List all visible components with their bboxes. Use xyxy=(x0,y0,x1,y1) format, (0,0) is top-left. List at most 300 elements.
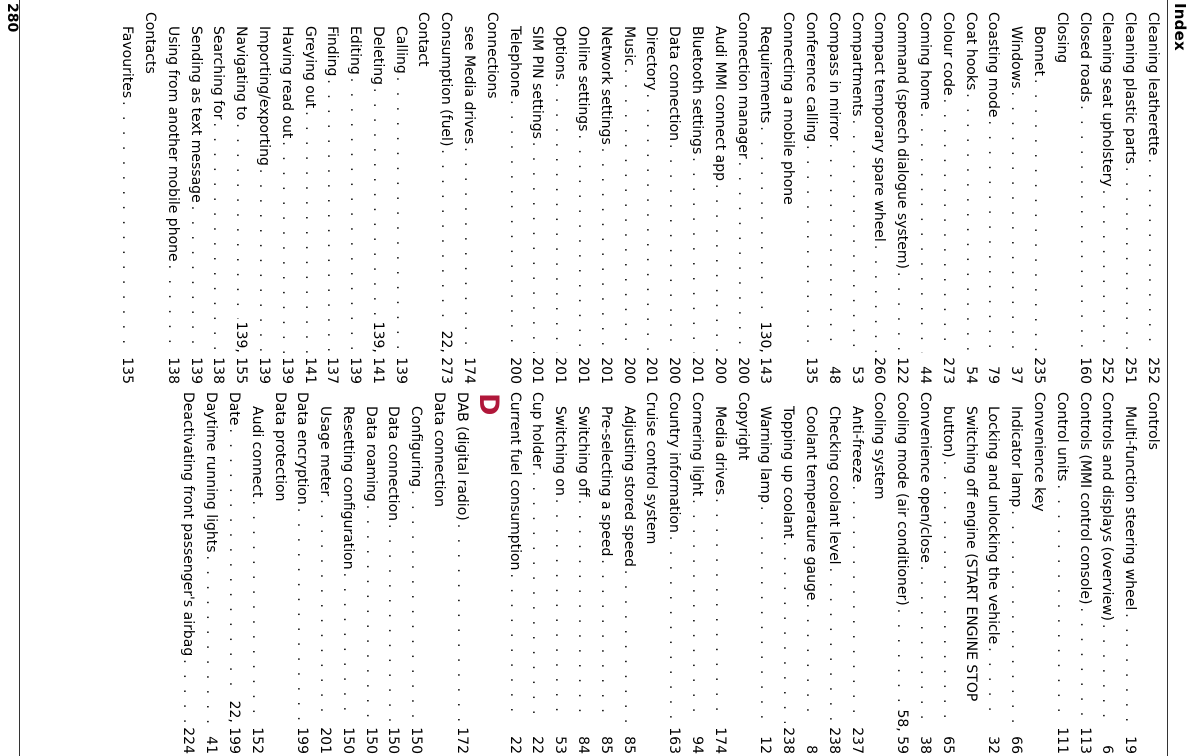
page-reference[interactable]: 8 xyxy=(803,745,820,754)
leader-dots xyxy=(890,272,913,353)
page-reference[interactable]: 150 xyxy=(339,727,356,754)
entry-term: Coat hooks xyxy=(962,12,979,91)
entry-term: Sending as text message xyxy=(187,26,204,203)
entry-term: Multi-function steering wheel xyxy=(1122,406,1139,611)
page-reference[interactable]: 22, 273 xyxy=(438,330,455,384)
page-reference[interactable]: 139 xyxy=(187,357,204,384)
leader-dots xyxy=(343,78,366,353)
page-reference[interactable]: 251 xyxy=(1122,357,1139,384)
index-entry xyxy=(1118,392,1141,754)
entry-term: Date xyxy=(225,392,242,426)
index-entry xyxy=(1050,12,1073,384)
leader-dots xyxy=(708,498,731,723)
entry-term: Switching off xyxy=(575,406,592,497)
index-entry xyxy=(936,392,959,754)
index-entry xyxy=(640,392,663,754)
page-reference[interactable]: 273 xyxy=(939,357,956,384)
entry-term: Requirements xyxy=(757,26,774,124)
entry-term: Controls and displays (overview) xyxy=(1099,392,1116,621)
index-entry xyxy=(207,12,230,384)
page-reference[interactable]: 139, 155 xyxy=(233,321,250,384)
index-entry xyxy=(776,392,799,754)
leader-dots xyxy=(252,169,275,353)
index-entry xyxy=(1096,12,1119,384)
footer-rule xyxy=(19,0,20,756)
page-reference[interactable]: 200 xyxy=(711,357,728,384)
index-entry xyxy=(389,12,412,384)
index-entry xyxy=(617,392,640,754)
page-reference[interactable]: 38 xyxy=(917,736,934,754)
index-column-right xyxy=(177,392,1164,754)
index-entry xyxy=(229,12,252,384)
page-reference[interactable]: 200 xyxy=(620,357,637,384)
leader-dots xyxy=(1004,92,1027,354)
entry-term: Cooling mode (air conditioner) xyxy=(894,392,911,606)
entry-term: Cleaning seat upholstery xyxy=(1099,12,1116,187)
leader-dots xyxy=(389,77,412,353)
entry-term: Contact xyxy=(415,12,432,67)
page-reference[interactable]: 130, 143 xyxy=(757,321,774,384)
leader-dots xyxy=(457,147,480,353)
leader-dots xyxy=(685,157,708,353)
entry-term: Windows xyxy=(1008,26,1025,89)
entry-term: Controls (MMI control console) xyxy=(1076,392,1093,605)
page-reference[interactable]: 139 xyxy=(255,357,272,384)
index-entry xyxy=(845,12,868,384)
page-reference[interactable]: 22, 199 xyxy=(225,700,242,754)
page-reference[interactable]: 6 xyxy=(1099,745,1116,754)
leader-dots xyxy=(799,145,822,353)
entry-term: Topping up coolant xyxy=(780,406,797,539)
leader-dots xyxy=(868,245,891,353)
page-reference[interactable]: 84 xyxy=(575,736,592,754)
index-entry xyxy=(1096,392,1119,754)
leader-dots xyxy=(229,123,252,318)
entry-term: Coasting mode xyxy=(985,12,1002,118)
leader-dots xyxy=(184,206,207,353)
leader-dots xyxy=(405,490,428,723)
index-entry xyxy=(776,12,799,384)
entry-term: Daytime running lights xyxy=(203,392,220,553)
leader-dots xyxy=(799,603,822,723)
index-entry xyxy=(412,12,435,384)
entry-term: Contacts xyxy=(141,12,158,74)
page-reference[interactable]: 200 xyxy=(734,357,751,384)
page-reference[interactable]: 252 xyxy=(1145,357,1161,384)
leader-dots xyxy=(115,101,138,353)
page-reference[interactable]: 137 xyxy=(324,357,341,384)
entry-term: Importing/exporting xyxy=(255,26,272,166)
page-reference[interactable]: 58, 59 xyxy=(894,709,911,754)
index-entry xyxy=(480,12,503,384)
page-reference[interactable]: 201 xyxy=(643,357,660,384)
leader-dots xyxy=(982,121,1005,353)
index-entry xyxy=(868,12,891,384)
leader-dots xyxy=(321,79,344,353)
leader-dots xyxy=(685,499,708,723)
leader-dots xyxy=(617,570,640,723)
index-entry xyxy=(526,392,549,754)
leader-dots xyxy=(382,524,405,723)
page-reference[interactable]: 53 xyxy=(848,366,865,384)
entry-term: Coolant temperature gauge xyxy=(803,406,820,601)
page-reference[interactable]: 174 xyxy=(461,357,478,384)
page-reference[interactable]: 122 xyxy=(894,357,911,384)
page-reference[interactable]: 32 xyxy=(985,736,1002,754)
page-reference[interactable]: 160 xyxy=(1076,357,1093,384)
entry-term: Deleting xyxy=(369,26,386,86)
index-entry xyxy=(754,392,777,754)
index-entry xyxy=(594,392,617,754)
entry-term: Conference calling xyxy=(803,12,820,143)
entry-term: Convenience open/close xyxy=(917,392,934,563)
index-entry xyxy=(222,392,245,754)
index-entry xyxy=(662,12,685,384)
index-entry xyxy=(1073,12,1096,384)
entry-term: Coming home xyxy=(917,12,934,110)
index-entry xyxy=(936,12,959,384)
section-letter: D xyxy=(472,393,504,416)
page-reference[interactable]: 94 xyxy=(689,736,706,754)
leader-dots xyxy=(1073,608,1096,724)
leader-dots xyxy=(1096,190,1119,353)
index-entry xyxy=(959,12,982,384)
page-reference[interactable]: 79 xyxy=(985,366,1002,384)
index-entry xyxy=(1004,392,1027,754)
leader-dots xyxy=(313,499,336,723)
entry-term: Switching off engine (START ENGINE STOP xyxy=(962,406,979,702)
page-reference[interactable]: 138 xyxy=(210,357,227,384)
leader-dots xyxy=(161,265,184,353)
entry-term: Pre-selecting a speed xyxy=(597,406,614,557)
leader-dots xyxy=(526,472,549,723)
entry-term: Bonnet xyxy=(1031,26,1048,77)
index-entry xyxy=(822,392,845,754)
index-entry xyxy=(138,12,161,384)
page-reference[interactable]: 41 xyxy=(203,736,220,754)
entry-term: Warning lamp xyxy=(757,406,774,504)
page-reference[interactable]: 252 xyxy=(1099,357,1116,384)
entry-term: Music xyxy=(620,26,637,66)
index-entry xyxy=(890,12,913,384)
leader-dots xyxy=(640,94,663,353)
index-entry xyxy=(982,12,1005,384)
index-entry xyxy=(526,12,549,384)
index-entry xyxy=(435,12,458,384)
entry-term: Adjusting stored speed xyxy=(620,406,637,567)
entry-term: Directory xyxy=(643,26,660,91)
page-reference[interactable]: 53 xyxy=(552,736,569,754)
page-reference[interactable]: 260 xyxy=(871,357,888,384)
index-entry xyxy=(662,392,685,754)
leader-dots xyxy=(450,524,473,723)
header-rule xyxy=(1167,0,1168,756)
entry-term: Locking and unlocking the vehicle xyxy=(985,406,1002,645)
leader-dots xyxy=(571,500,594,723)
page-reference[interactable]: 54 xyxy=(962,366,979,384)
leader-dots xyxy=(1096,624,1119,723)
page-reference[interactable]: 174 xyxy=(711,727,728,754)
page-reference[interactable]: 19 xyxy=(1122,736,1139,754)
page-reference[interactable]: 22 xyxy=(529,736,546,754)
index-entry xyxy=(457,12,480,384)
index-entry xyxy=(1004,12,1027,384)
entry-term: Deactivating front passenger's airbag xyxy=(180,392,197,657)
index-entry xyxy=(913,12,936,384)
leader-dots xyxy=(298,111,321,353)
leader-dots xyxy=(936,461,959,723)
entry-term: see Media drives xyxy=(461,26,478,145)
page-reference[interactable]: 235 xyxy=(1031,357,1048,384)
leader-dots xyxy=(1073,105,1096,353)
leader-dots xyxy=(662,536,685,723)
page-reference[interactable]: 48 xyxy=(825,366,842,384)
index-entry xyxy=(571,12,594,384)
leader-dots xyxy=(1118,613,1141,723)
index-entry xyxy=(640,12,663,384)
leader-dots xyxy=(199,556,222,723)
leader-dots xyxy=(913,566,936,723)
entry-term: Navigating to xyxy=(233,26,250,121)
index-entry xyxy=(321,12,344,384)
entry-term: Cup holder xyxy=(529,392,546,469)
entry-term: Editing xyxy=(347,26,364,75)
index-entry xyxy=(548,12,571,384)
page-title: Index xyxy=(1171,3,1189,51)
entry-term: Data connection xyxy=(385,406,402,522)
index-entry xyxy=(685,392,708,754)
entry-term: Closing xyxy=(1053,12,1070,64)
leader-dots xyxy=(594,148,617,353)
page-reference[interactable]: 135 xyxy=(119,357,136,384)
leader-dots xyxy=(594,559,617,723)
leader-dots xyxy=(503,573,526,723)
entry-term: Compact temporary spare wheel xyxy=(871,12,888,242)
page-reference[interactable]: 12 xyxy=(757,736,774,754)
page-reference[interactable]: 139 xyxy=(347,357,364,384)
entry-term: Convenience key xyxy=(1031,392,1048,512)
index-entry xyxy=(252,12,275,384)
index-entry xyxy=(548,392,571,754)
entry-term: Finding xyxy=(324,26,341,77)
leader-dots xyxy=(1027,79,1050,353)
page-reference[interactable]: 201 xyxy=(597,357,614,384)
index-entry xyxy=(291,392,314,754)
entry-term: Compass in mirror xyxy=(825,12,842,141)
index-entry xyxy=(343,12,366,384)
index-entry xyxy=(708,392,731,754)
leader-dots xyxy=(359,505,382,723)
index-entry xyxy=(913,392,936,754)
entry-term: Data protection xyxy=(271,392,288,502)
index-entry xyxy=(268,392,291,754)
index-entry xyxy=(115,12,138,384)
entry-term: Data roaming xyxy=(362,406,379,502)
page-reference[interactable]: 163 xyxy=(666,727,683,754)
entry-term: Calling xyxy=(392,26,409,74)
entry-term: Data connection xyxy=(666,26,683,142)
page-reference[interactable]: 201 xyxy=(575,357,592,384)
page-reference[interactable]: 200 xyxy=(506,357,523,384)
leader-dots xyxy=(1050,484,1073,723)
entry-term: Cleaning plastic parts xyxy=(1122,12,1139,165)
index-entry xyxy=(959,392,982,754)
page-reference[interactable]: 44 xyxy=(917,366,934,384)
entry-term: Command (speech dialogue system) xyxy=(894,12,911,270)
index-entry xyxy=(405,392,428,754)
index-column-left xyxy=(115,12,1164,384)
entry-term: Current fuel consumption xyxy=(506,392,523,571)
index-entry xyxy=(298,12,321,384)
leader-dots xyxy=(548,499,571,723)
page-reference[interactable]: 199 xyxy=(294,727,311,754)
entry-term: Country information xyxy=(666,392,683,533)
leader-dots xyxy=(177,659,200,723)
leader-dots xyxy=(708,184,731,353)
page-reference[interactable]: 238 xyxy=(825,727,842,754)
page-reference[interactable]: 37 xyxy=(1008,366,1025,384)
page-reference[interactable]: 152 xyxy=(248,727,265,754)
page-reference[interactable]: 139 xyxy=(278,357,295,384)
page-reference[interactable]: 150 xyxy=(408,727,425,754)
index-entry xyxy=(161,12,184,384)
leader-dots xyxy=(959,93,982,353)
entry-term: Connecting a mobile phone xyxy=(780,12,797,205)
leader-dots xyxy=(617,69,640,353)
index-entry xyxy=(450,392,473,754)
index-entry xyxy=(313,392,336,754)
page-reference[interactable]: 201 xyxy=(529,357,546,384)
entry-term: DAB (digital radio) xyxy=(453,392,470,521)
page-reference[interactable]: 224 xyxy=(180,727,197,754)
index-entry xyxy=(275,12,298,384)
index-entry xyxy=(1027,392,1050,754)
index-entry xyxy=(731,12,754,384)
index-entry xyxy=(1141,12,1164,384)
leader-dots xyxy=(548,83,571,353)
leader-dots xyxy=(754,506,777,723)
entry-term: Consumption (fuel) xyxy=(438,12,455,147)
entry-term: Resetting configuration xyxy=(339,406,356,570)
index-entry xyxy=(594,12,617,384)
entry-term: Indicator lamp xyxy=(1008,406,1025,508)
index-entry xyxy=(503,392,526,754)
index-entry xyxy=(799,392,822,754)
page-reference[interactable]: 113 xyxy=(1076,727,1093,754)
entry-term: Usage meter xyxy=(317,406,334,497)
page-reference[interactable]: 150 xyxy=(362,727,379,754)
index-entry xyxy=(382,392,405,754)
entry-term: Greying out xyxy=(301,26,318,109)
index-entry xyxy=(845,392,868,754)
index-entry xyxy=(617,12,640,384)
entry-term: Options xyxy=(552,26,569,81)
leader-dots xyxy=(913,113,936,353)
entry-term: Telephone xyxy=(506,26,523,98)
entry-term: Data connection xyxy=(431,392,448,508)
index-entry xyxy=(982,392,1005,754)
page-reference[interactable]: 22 xyxy=(506,736,523,754)
page-reference[interactable]: 150 xyxy=(385,727,402,754)
leader-dots xyxy=(1141,159,1164,353)
entry-term: Cooling system xyxy=(871,392,888,500)
page-header xyxy=(1166,0,1190,756)
index-entry xyxy=(799,12,822,384)
page-reference[interactable]: 138 xyxy=(164,357,181,384)
index-entry xyxy=(1050,392,1073,754)
page-reference[interactable]: 111 xyxy=(1053,727,1070,754)
entry-term: Compartments xyxy=(848,12,865,117)
index-entry xyxy=(427,392,450,754)
page-reference[interactable]: 85 xyxy=(620,736,637,754)
page-reference[interactable]: 139, 141 xyxy=(369,321,386,384)
index-entry xyxy=(336,392,359,754)
entry-term: Switching on xyxy=(552,406,569,496)
index-entry xyxy=(822,12,845,384)
page-reference[interactable]: 65 xyxy=(939,736,956,754)
entry-term: Favourites xyxy=(119,26,136,99)
leader-dots xyxy=(662,144,685,353)
entry-term: Colour code xyxy=(939,12,956,96)
index-entry xyxy=(754,12,777,384)
entry-term: Checking coolant level xyxy=(825,406,842,565)
leader-dots xyxy=(1118,167,1141,353)
page-reference[interactable]: 139 xyxy=(392,357,409,384)
leader-dots xyxy=(890,609,913,707)
index-entry xyxy=(1141,392,1164,754)
leader-dots xyxy=(366,88,389,319)
entry-term: Audi MMI connect app xyxy=(711,26,728,182)
page-reference[interactable]: 201 xyxy=(689,357,706,384)
index-entry xyxy=(708,12,731,384)
page-reference[interactable]: 85 xyxy=(597,736,614,754)
entry-term: Media drives xyxy=(711,406,728,496)
index-entry xyxy=(1027,12,1050,384)
entry-term: Searching for xyxy=(210,26,227,120)
page-reference[interactable]: 141 xyxy=(301,357,318,384)
entry-term: Cruise control system xyxy=(643,392,660,545)
page-reference[interactable]: 135 xyxy=(803,357,820,384)
page-reference[interactable]: 201 xyxy=(317,727,334,754)
leader-dots xyxy=(503,100,526,353)
entry-term: Using from another mobile phone xyxy=(164,26,181,262)
page-reference[interactable]: 66 xyxy=(1008,736,1025,754)
page-reference[interactable]: 200 xyxy=(666,357,683,384)
entry-term: Connection manager xyxy=(734,12,751,159)
entry-term: Having read out xyxy=(278,26,295,139)
page-reference[interactable]: 201 xyxy=(552,357,569,384)
entry-term: Bluetooth settings xyxy=(689,26,706,155)
leader-dots xyxy=(936,99,959,353)
leader-dots xyxy=(776,541,799,723)
leader-dots xyxy=(822,144,845,353)
entry-term: Cornering light xyxy=(689,392,706,497)
page-number: 280 xyxy=(4,3,20,33)
page-reference[interactable]: 237 xyxy=(848,727,865,754)
index-entry xyxy=(890,392,913,754)
leader-dots xyxy=(207,122,230,353)
index-entry xyxy=(177,392,200,754)
index-entry xyxy=(245,392,268,754)
leader-dots xyxy=(275,141,298,353)
page-reference[interactable]: 172 xyxy=(453,727,470,754)
page-reference[interactable]: 238 xyxy=(780,727,797,754)
entry-term: Online settings xyxy=(575,26,592,132)
entry-term: Anti-freeze xyxy=(848,406,865,483)
index-entry xyxy=(366,12,389,384)
index-entry xyxy=(731,392,754,754)
leader-dots xyxy=(845,120,868,353)
